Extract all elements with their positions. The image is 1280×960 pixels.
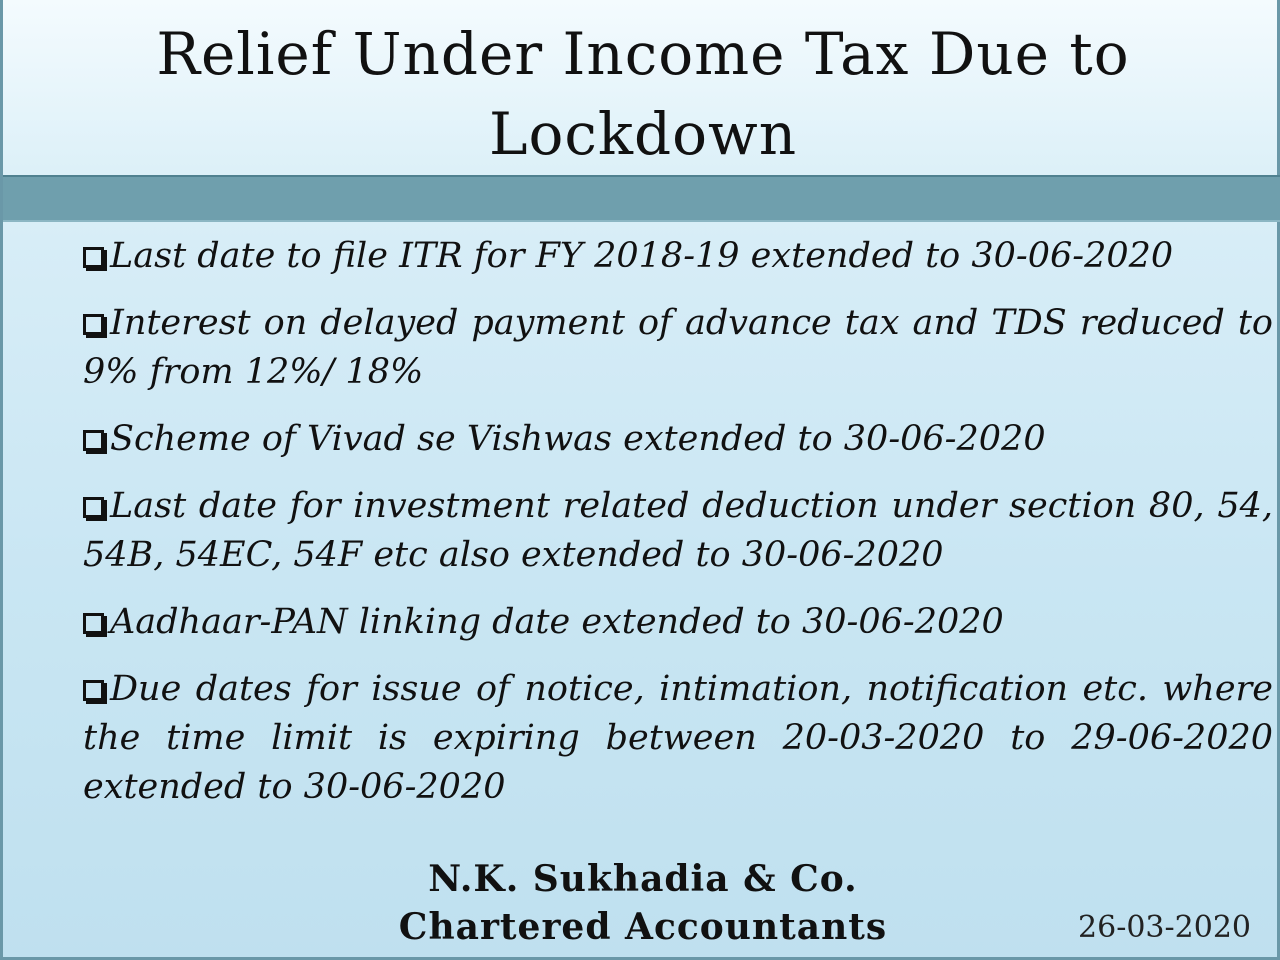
slide-date: 26-03-2020 (1078, 910, 1251, 945)
bullet-point-5 (83, 598, 1273, 647)
title-line-1: Relief Under Income Tax Due to (156, 20, 1130, 88)
bullet-point-3 (83, 415, 1273, 464)
bullet-text-1: Last date to file ITR for FY 2018-19 extended to 30-06-2020 (110, 236, 1174, 276)
bullet-list (83, 232, 1273, 830)
bullet-text-4: Last date for investment related deduction under section 80, 54, 54B, 54EC, 54F etc also extended to 30-06-2020 (83, 486, 1273, 575)
bullet-text-5: Aadhaar-PAN linking date extended to 30-06-2020 (110, 602, 1004, 642)
bullet-text-6: Due dates for issue of notice, intimation, notification etc. where the time limit is expiring between 20-03-2020 to 29-06-2020 extended to 30-06-2020 (83, 669, 1273, 807)
bullet-point-1 (83, 232, 1273, 281)
title-area (3, 0, 1277, 175)
checkbox-square-icon (83, 314, 104, 335)
bullet-point-4 (83, 482, 1273, 580)
bullet-text-3: Scheme of Vivad se Vishwas extended to 30-06-2020 (110, 419, 1046, 459)
bullet-point-6 (83, 665, 1273, 812)
checkbox-square-icon (83, 247, 104, 268)
checkbox-square-icon (83, 613, 104, 634)
bullet-point-2 (83, 299, 1273, 397)
checkbox-square-icon (83, 497, 104, 518)
bullet-text-2: Interest on delayed payment of advance tax and TDS reduced to 9% from 12%/ 18% (83, 303, 1273, 392)
firm-name: N.K. Sukhadia & Co. (428, 858, 858, 900)
slide-title (3, 14, 1280, 174)
title-line-2: Lockdown (488, 100, 798, 168)
checkbox-square-icon (83, 680, 104, 701)
title-divider-band (3, 175, 1280, 222)
checkbox-square-icon (83, 430, 104, 451)
firm-designation: Chartered Accountants (398, 906, 888, 948)
